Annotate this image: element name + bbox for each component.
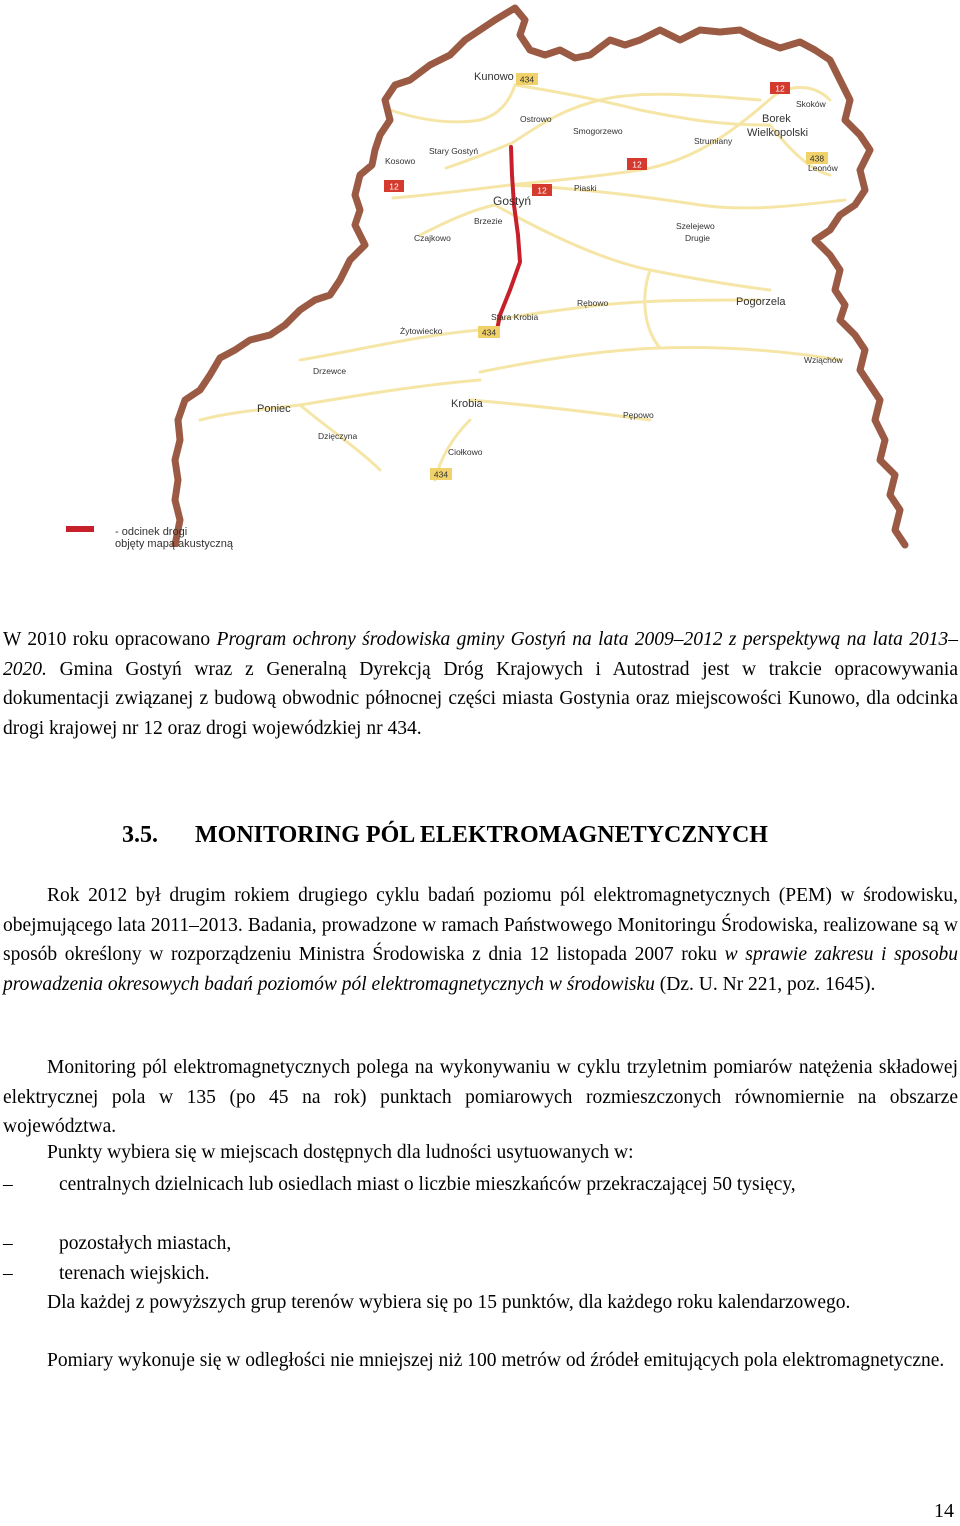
- road-badge-434-krobia: [478, 326, 500, 338]
- paragraph-program-lead: W 2010 roku opracowano: [3, 629, 217, 650]
- place-poniec: Poniec: [257, 403, 291, 415]
- list-item-text: terenach wiejskich.: [59, 1263, 210, 1284]
- place-kunowo: Kunowo: [474, 71, 514, 83]
- road-badge-12-east: [770, 82, 790, 94]
- list-item: [3, 1170, 958, 1200]
- section-heading: [122, 822, 768, 849]
- place-skokow: Skoków: [796, 99, 826, 109]
- paragraph-pem-rest: (Dz. U. Nr 221, poz. 1645).: [654, 973, 876, 995]
- regulation-title: w sprawie zakresu i sposobu prowadzenia okresowych badań poziomów pól elektromagnetycznych w środowisku: [3, 944, 958, 995]
- municipality-road-map: [0, 0, 960, 560]
- program-title: Program ochrony środowiska gminy Gostyń na lata 2009–2012 z perspektywą na lata 2013–2020.: [3, 629, 959, 680]
- dash-bullet: –: [3, 1174, 13, 1195]
- svg-text:434: 434: [519, 74, 535, 85]
- paragraph-pem-cycle: [3, 881, 958, 999]
- place-brzezie: Brzezie: [474, 216, 503, 226]
- road-badge-12-mid: [627, 158, 647, 170]
- place-borek: Borek: [762, 113, 791, 125]
- svg-text:12: 12: [389, 181, 399, 192]
- place-szelejewo: Szelejewo: [676, 221, 715, 231]
- place-stara-krobia: Stara Krobia: [491, 312, 539, 322]
- legend-swatch: [66, 526, 94, 532]
- svg-text:434: 434: [433, 469, 449, 480]
- paragraph-per-group: Dla każdej z powyższych grup terenów wybiera się po 15 punktów, dla każdego roku kalendarzowego.: [47, 1292, 851, 1313]
- list-item-text: pozostałych miastach,: [59, 1233, 232, 1254]
- paragraph-program-rest: Gmina Gostyń wraz z Generalną Dyrekcją Dróg Krajowych i Autostrad jest w trakcie opracowywania dokumentacji związanej z budową obwodnic północnej części miasta Gostynia oraz miejscowości Kunowo, dla odcinka drogi krajowej nr 12 oraz drogi wojewódzkiej nr 434.: [3, 658, 958, 739]
- place-gostyn: Gostyń: [493, 194, 532, 208]
- list-item-text: centralnych dzielnicach lub osiedlach miast o liczbie mieszkańców przekraczającej 50 tysięcy,: [59, 1174, 796, 1195]
- place-szelejewo-drugie: Drugie: [685, 233, 711, 243]
- place-drzewce: Drzewce: [313, 366, 347, 376]
- paragraph-monitoring: Monitoring pól elektromagnetycznych polega na wykonywaniu w cyklu trzyletnim pomiarów natężenia składowej elektrycznej pola w 135 (po 45 na rok) punktach pomiarowych rozmieszczonych równomiernie na obszarze województwa.: [3, 1057, 958, 1137]
- list-item: [3, 1229, 958, 1259]
- road-badge-434-kunowo: [516, 73, 538, 85]
- place-czajkowo: Czajkowo: [414, 233, 451, 243]
- section-title: MONITORING PÓL ELEKTROMAGNETYCZNYCH: [195, 822, 768, 848]
- svg-text:12: 12: [632, 159, 642, 170]
- place-zytowiecko: Żytowiecko: [400, 326, 443, 336]
- paragraph-program: [3, 625, 958, 743]
- svg-text:434: 434: [481, 327, 497, 338]
- place-kosowo: Kosowo: [385, 156, 416, 166]
- dash-bullet: –: [3, 1233, 13, 1254]
- place-ciolkowo: Ciołkowo: [448, 447, 483, 457]
- page-number: 14: [934, 1500, 954, 1522]
- place-rebowo: Rębowo: [577, 298, 609, 308]
- road-badge-434-south: [430, 468, 452, 480]
- place-dzieczyna: Dzięczyna: [318, 431, 358, 441]
- place-stary-gostyn: Stary Gostyń: [429, 146, 479, 156]
- road-badge-12-west: [384, 180, 404, 192]
- dash-bullet: –: [3, 1263, 13, 1284]
- place-piaski: Piaski: [574, 183, 597, 193]
- place-krobia: Krobia: [451, 398, 483, 410]
- place-wielkopolski: Wielkopolski: [747, 127, 809, 139]
- svg-text:12: 12: [537, 185, 547, 196]
- legend-line-2-visible: objęty mapą akustyczną: [115, 538, 234, 550]
- place-ostrowo: Ostrowo: [520, 114, 552, 124]
- place-pogorzela: Pogorzela: [736, 296, 786, 308]
- place-leonow: Leonów: [808, 163, 838, 173]
- paragraph-distance: Pomiary wykonuje się w odległości nie mniejszej niż 100 metrów od źródeł emitujących pola elektromagnetyczne.: [47, 1350, 945, 1371]
- place-smogorzewo: Smogorzewo: [573, 126, 623, 136]
- section-number: 3.5.: [122, 822, 158, 848]
- road-badge-12-gostyn: [532, 184, 552, 196]
- place-wziachow: Wziąchów: [804, 355, 843, 365]
- svg-text:12: 12: [775, 83, 785, 94]
- legend-line-1: - odcinek drogi: [115, 526, 188, 538]
- place-strumiany: Strumiany: [694, 136, 733, 146]
- svg-text:438: 438: [809, 153, 825, 164]
- list-item: [3, 1259, 958, 1289]
- paragraph-pem-lead: Rok 2012 był drugim rokiem drugiego cyklu badań poziomu pól elektromagnetycznych (PEM) w środowisku, obejmującego lata 2011–2013. Badania, prowadzone w ramach Państwowego Monitoringu Środowiska, realizowane są w sposób określony w rozporządzeniu Ministra Środowiska z dnia 12 listopada 2007 roku: [3, 885, 958, 965]
- paragraph-points: Punkty wybiera się w miejscach dostępnych dla ludności usytuowanych w:: [47, 1142, 634, 1163]
- place-pepowo: Pępowo: [623, 410, 654, 420]
